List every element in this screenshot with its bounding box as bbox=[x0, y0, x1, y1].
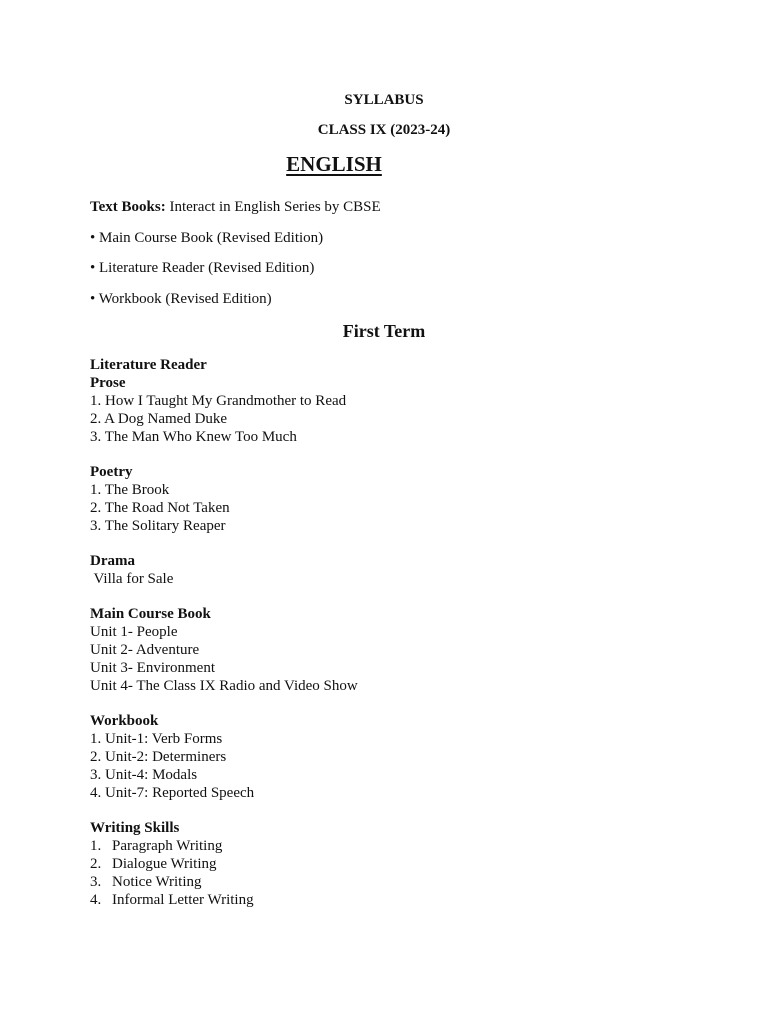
list-number: 4. bbox=[90, 891, 102, 908]
list-item: 1. Unit-1: Verb Forms bbox=[90, 730, 223, 747]
subject-title: ENGLISH bbox=[286, 152, 382, 176]
list-text: Informal Letter Writing bbox=[112, 891, 254, 908]
drama-section bbox=[90, 552, 730, 588]
textbook-item: • Main Course Book (Revised Edition) bbox=[90, 229, 324, 246]
textbook-item: • Literature Reader (Revised Edition) bbox=[90, 260, 315, 276]
list-item: 2. The Road Not Taken bbox=[90, 499, 230, 516]
list-item: Villa for Sale bbox=[90, 570, 174, 587]
syllabus-title: SYLLABUS bbox=[344, 92, 424, 108]
literature-prose-section bbox=[90, 356, 730, 446]
list-item bbox=[90, 855, 730, 873]
main-course-section bbox=[90, 605, 730, 695]
list-item: 1. The Brook bbox=[90, 481, 170, 498]
list-item: 4. Unit-7: Reported Speech bbox=[90, 784, 255, 801]
prose-heading: Prose bbox=[90, 374, 126, 391]
list-item: 3. The Solitary Reaper bbox=[90, 517, 226, 534]
list-number: 2. bbox=[90, 855, 102, 872]
writing-heading: Writing Skills bbox=[90, 819, 180, 836]
list-item bbox=[90, 891, 730, 909]
list-item: 1. How I Taught My Grandmother to Read bbox=[90, 392, 347, 409]
list-item: 2. A Dog Named Duke bbox=[90, 410, 228, 427]
workbook-section bbox=[90, 712, 730, 802]
list-item: Unit 1- People bbox=[90, 623, 178, 640]
textbooks-value: Interact in English Series by CBSE bbox=[165, 199, 381, 215]
list-item bbox=[90, 873, 730, 891]
list-item: Unit 4- The Class IX Radio and Video Show bbox=[90, 677, 358, 694]
main-course-heading: Main Course Book bbox=[90, 605, 211, 622]
list-item bbox=[90, 837, 730, 855]
list-text: Dialogue Writing bbox=[112, 855, 217, 872]
class-title: CLASS IX (2023-24) bbox=[317, 122, 451, 138]
poetry-section bbox=[90, 463, 730, 535]
list-item: 3. Unit-4: Modals bbox=[90, 766, 198, 783]
poetry-heading: Poetry bbox=[90, 463, 133, 480]
textbooks-line bbox=[90, 198, 730, 216]
list-text: Notice Writing bbox=[112, 873, 202, 890]
term-title: First Term bbox=[342, 320, 426, 341]
syllabus-content bbox=[90, 198, 730, 926]
list-item: 2. Unit-2: Determiners bbox=[90, 748, 227, 765]
literature-heading: Literature Reader bbox=[90, 356, 207, 373]
list-item: 3. The Man Who Knew Too Much bbox=[90, 428, 297, 445]
list-number: 1. bbox=[90, 837, 102, 854]
textbooks-label: Text Books: bbox=[90, 199, 166, 215]
list-item: Unit 3- Environment bbox=[90, 659, 215, 676]
drama-heading: Drama bbox=[90, 552, 135, 569]
list-text: Paragraph Writing bbox=[112, 837, 223, 854]
workbook-heading: Workbook bbox=[90, 712, 159, 729]
textbook-item: • Workbook (Revised Edition) bbox=[90, 290, 272, 307]
list-item: Unit 2- Adventure bbox=[90, 641, 200, 658]
writing-skills-section bbox=[90, 819, 730, 909]
list-number: 3. bbox=[90, 873, 102, 890]
